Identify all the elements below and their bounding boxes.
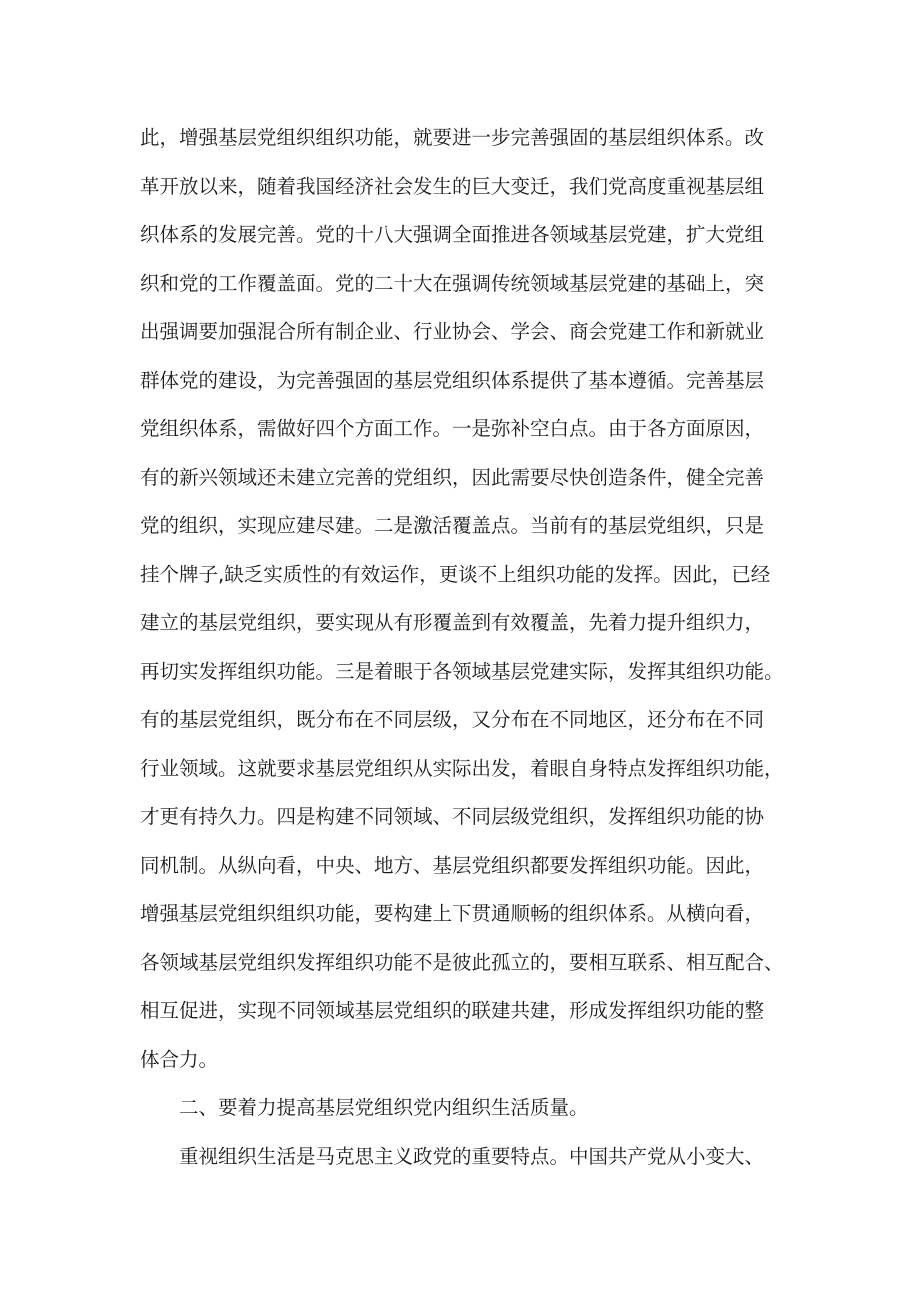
paragraph-line: 有的新兴领域还未建立完善的党组织，因此需要尽快创造条件，健全完善 xyxy=(140,465,765,489)
paragraph-line: 再切实发挥组织功能。三是着眼于各领域基层党建实际，发挥其组织功能。 xyxy=(140,659,784,683)
paragraph-line: 党的组织，实现应建尽建。二是激活覆盖点。当前有的基层党组织，只是 xyxy=(140,514,765,537)
paragraph-line: 体合力。 xyxy=(140,1047,219,1071)
paragraph-line: 相互促进，实现不同领域基层党组织的联建共建，形成发挥组织功能的整 xyxy=(140,999,765,1022)
body-text xyxy=(140,114,800,1181)
paragraph-line: 有的基层党组织，既分布在不同层级，又分布在不同地区，还分布在不同 xyxy=(140,708,765,731)
paragraph-line: 才更有持久力。四是构建不同领域、不同层级党组织，发挥组织功能的协 xyxy=(140,805,765,828)
paragraph-line: 增强基层党组织组织功能，要构建上下贯通顺畅的组织体系。从横向看， xyxy=(140,902,765,925)
paragraph-line: 群体党的建设，为完善强固的基层党组织体系提供了基本遵循。完善基层 xyxy=(140,368,765,392)
paragraph-line: 建立的基层党组织，要实现从有形覆盖到有效覆盖，先着力提升组织力， xyxy=(140,611,765,634)
paragraph-line: 织和党的工作覆盖面。党的二十大在强调传统领域基层党建的基础上，突 xyxy=(140,271,765,295)
paragraph-line: 党组织体系，需做好四个方面工作。一是弥补空白点。由于各方面原因， xyxy=(140,417,765,440)
paragraph-line: 挂个牌子,缺乏实质性的有效运作，更谈不上组织功能的发挥。因此，已经 xyxy=(140,562,771,586)
paragraph-line: 织体系的发展完善。党的十八大强调全面推进各领域基层党建，扩大党组 xyxy=(140,223,765,246)
paragraph-line: 此，增强基层党组织组织功能，就要进一步完善强固的基层组织体系。改 xyxy=(140,126,765,149)
paragraph-line: 各领域基层党组织发挥组织功能不是彼此孤立的，要相互联系、相互配合、 xyxy=(140,950,784,974)
paragraph-line: 行业领域。这就要求基层党组织从实际出发，着眼自身特点发挥组织功能， xyxy=(140,756,784,780)
paragraph-line: 同机制。从纵向看，中央、地方、基层党组织都要发挥组织功能。因此， xyxy=(140,853,765,877)
paragraph-line: 出强调要加强混合所有制企业、行业协会、学会、商会党建工作和新就业 xyxy=(140,320,765,343)
paragraph-line: 重视组织生活是马克思主义政党的重要特点。中国共产党从小变大、 xyxy=(179,1144,765,1168)
section-heading: 二、要着力提高基层党组织党内组织生活质量。 xyxy=(179,1096,589,1119)
paragraph-line: 革开放以来，随着我国经济社会发生的巨大变迁，我们党高度重视基层组 xyxy=(140,174,765,198)
